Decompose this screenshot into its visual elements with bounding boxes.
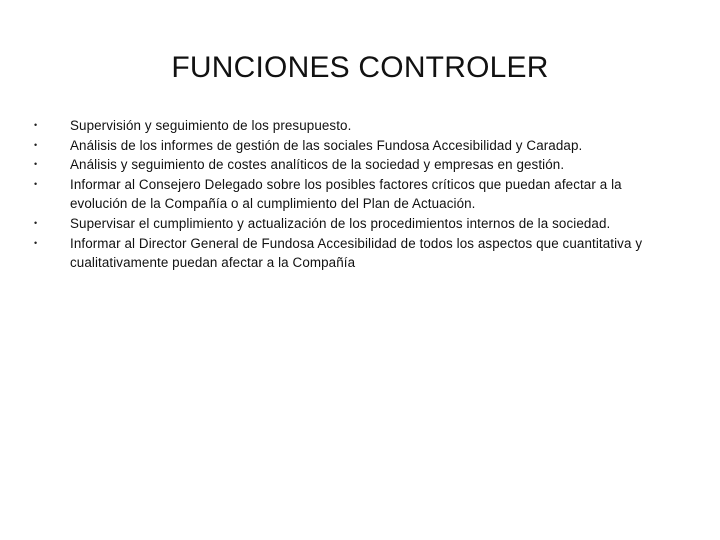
bullet-text: Análisis de los informes de gestión de las sociales Fundosa Accesibilidad y Caradap. bbox=[70, 137, 583, 153]
bullet-item-costes bbox=[34, 155, 654, 175]
bullet-icon: • bbox=[34, 120, 38, 130]
bullet-icon: • bbox=[34, 139, 38, 150]
bullet-text: Supervisar el cumplimiento y actualización de los procedimientos internos de la sociedad. bbox=[70, 215, 611, 231]
bullet-item-procedimientos bbox=[34, 214, 654, 234]
bullet-list bbox=[34, 116, 654, 273]
bullet-text: Informar al Consejero Delegado sobre los posibles factores críticos que puedan afectar a la evolución de la Compañía o al cumplimiento del Plan de Actuación. bbox=[70, 176, 622, 212]
bullet-icon: • bbox=[34, 178, 38, 189]
bullet-icon: • bbox=[34, 217, 38, 228]
bullet-icon: • bbox=[34, 159, 38, 170]
bullet-text: Análisis y seguimiento de costes analíticos de la sociedad y empresas en gestión. bbox=[70, 157, 565, 173]
bullet-item-consejero bbox=[34, 175, 654, 214]
bullet-item-informes bbox=[34, 136, 654, 156]
slide-title: FUNCIONES CONTROLER bbox=[171, 51, 549, 84]
bullet-text: Informar al Director General de Fundosa Accesibilidad de todos los aspectos que cuantitativa y cualitativamente puedan afectar a la Compañía bbox=[70, 235, 643, 271]
bullet-text: Supervisión y seguimiento de los presupuesto. bbox=[70, 118, 352, 133]
bullet-item-supervision bbox=[34, 116, 654, 136]
bullet-icon: • bbox=[34, 237, 38, 248]
bullet-item-director bbox=[34, 234, 654, 273]
